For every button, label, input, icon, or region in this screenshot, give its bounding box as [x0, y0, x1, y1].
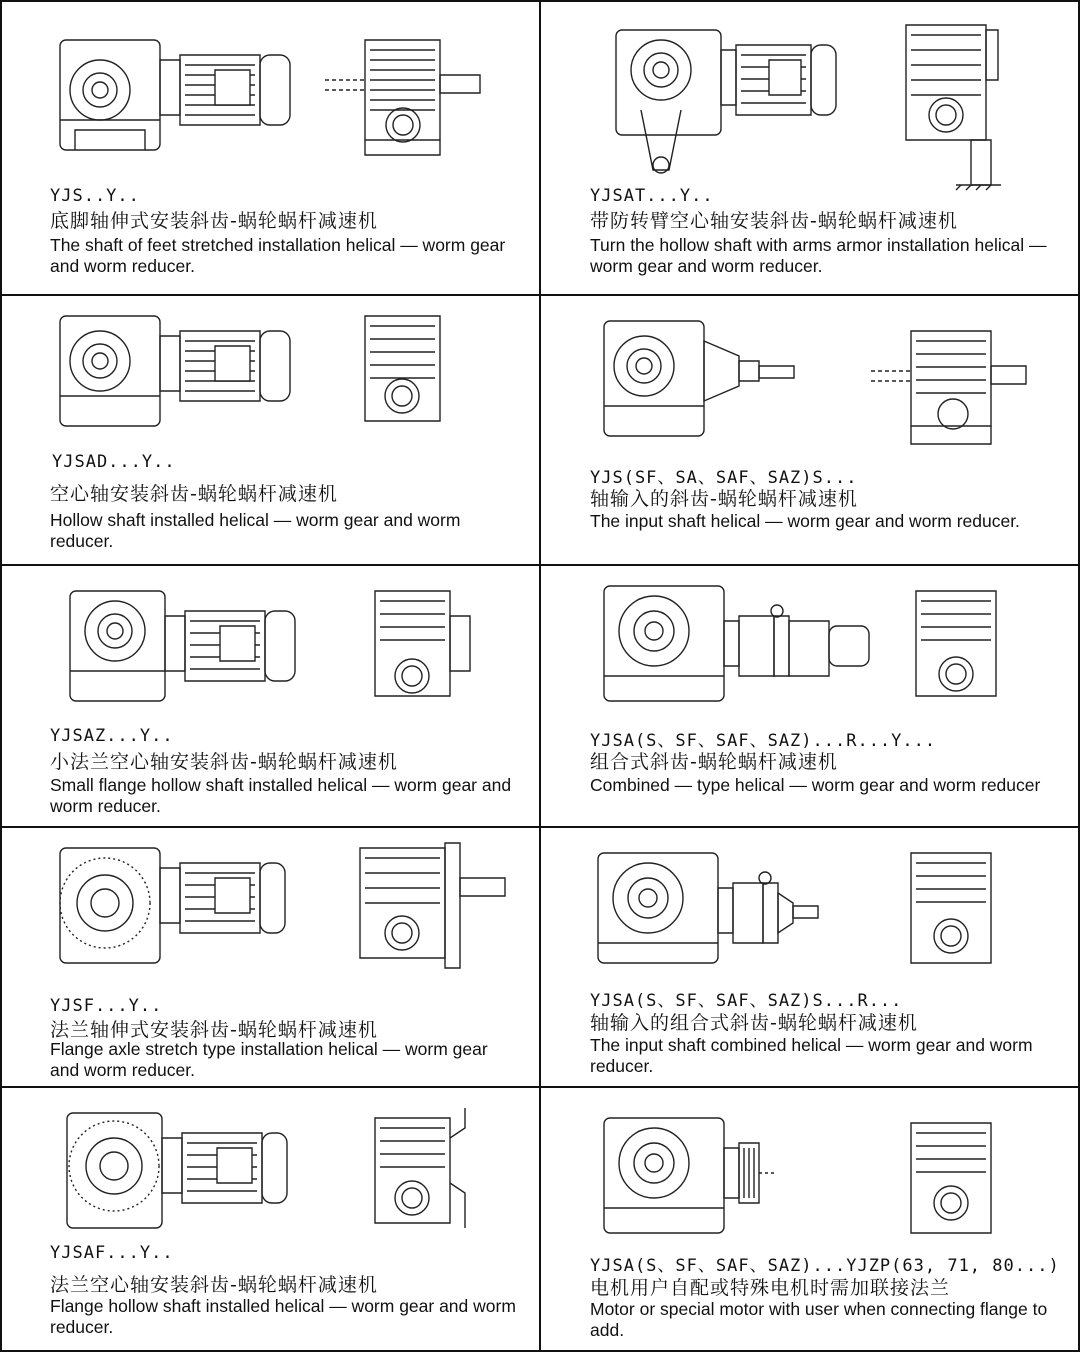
model-code: YJSF...Y.. — [50, 996, 163, 1016]
chinese-title: 带防转臂空心轴安装斜齿-蜗轮蜗杆减速机 — [590, 210, 958, 232]
chinese-title: 底脚轴伸式安装斜齿-蜗轮蜗杆减速机 — [50, 210, 378, 232]
reducer-drawing-side-view — [65, 586, 305, 711]
cell-yjsaz-y — [0, 566, 540, 826]
cell-yjsa-s-r — [541, 828, 1080, 1086]
chinese-title: 法兰空心轴安装斜齿-蜗轮蜗杆减速机 — [50, 1274, 378, 1296]
english-description: Small flange hollow shaft installed helical — worm gear and worm reducer. — [50, 775, 512, 816]
model-code: YJS(SF、SA、SAF、SAZ)S... — [590, 468, 858, 488]
chinese-title: 轴输入的斜齿-蜗轮蜗杆减速机 — [590, 488, 858, 510]
reducer-drawing-side-view — [599, 581, 879, 711]
reducer-drawing-front-view — [320, 35, 490, 160]
reducer-drawing-front-view — [355, 311, 465, 436]
reducer-drawing-front-view — [901, 1118, 1011, 1243]
english-description: Flange axle stretch type installation helical — worm gear and worm reducer. — [50, 1039, 488, 1080]
reducer-drawing-side-view — [599, 1113, 819, 1243]
cell-yjs-s — [541, 296, 1080, 564]
model-code: YJSAZ...Y.. — [50, 726, 174, 746]
reducer-drawing-side-view — [611, 25, 841, 185]
cell-yjsa-r-y — [541, 566, 1080, 826]
cell-yjsf-y — [0, 828, 540, 1086]
english-description: Hollow shaft installed helical — worm gear and worm reducer. — [50, 510, 461, 551]
chinese-title: 小法兰空心轴安装斜齿-蜗轮蜗杆减速机 — [50, 751, 398, 773]
reducer-drawing-side-view — [62, 1108, 302, 1238]
english-description: Motor or special motor with user when connecting flange to add. — [590, 1299, 1048, 1340]
cell-yjsat-y — [541, 0, 1080, 295]
model-code: YJSAT...Y.. — [590, 186, 714, 206]
english-description: Flange hollow shaft installed helical — worm gear and worm reducer. — [50, 1296, 516, 1337]
english-description: Combined — type helical — worm gear and worm reducer — [590, 775, 1041, 795]
reducer-drawing-side-view — [593, 848, 833, 973]
cell-yjs-y — [0, 0, 540, 295]
reducer-drawing-front-view — [355, 833, 515, 978]
cell-yjsad-y — [0, 296, 540, 564]
model-code: YJS..Y.. — [50, 186, 140, 206]
english-description: The shaft of feet stretched installation helical — worm gear and worm reducer. — [50, 235, 506, 276]
reducer-drawing-front-view — [886, 20, 1036, 195]
chinese-title: 空心轴安装斜齿-蜗轮蜗杆减速机 — [50, 483, 338, 505]
english-description: The input shaft combined helical — worm gear and worm reducer. — [590, 1035, 1033, 1076]
chinese-title: 组合式斜齿-蜗轮蜗杆减速机 — [590, 751, 838, 773]
reducer-drawing-front-view — [906, 586, 1016, 711]
cell-yjsa-yjzp — [541, 1088, 1080, 1350]
chinese-title: 轴输入的组合式斜齿-蜗轮蜗杆减速机 — [590, 1012, 918, 1034]
chinese-title: 法兰轴伸式安装斜齿-蜗轮蜗杆减速机 — [50, 1019, 378, 1041]
cell-yjsaf-y — [0, 1088, 540, 1350]
reducer-drawing-side-view — [55, 35, 295, 160]
reducer-drawing-front-view — [365, 1103, 485, 1238]
reducer-drawing-side-view — [55, 843, 295, 973]
model-code: YJSAF...Y.. — [50, 1243, 174, 1263]
english-description: Turn the hollow shaft with arms armor installation helical — worm gear and worm reducer. — [590, 235, 1047, 276]
reducer-drawing-front-view — [365, 586, 485, 711]
reducer-drawing-side-view — [55, 311, 295, 436]
reducer-drawing-front-view — [866, 326, 1036, 451]
model-code: YJSA(S、SF、SAF、SAZ)...R...Y... — [590, 731, 937, 751]
model-code: YJSA(S、SF、SAF、SAZ)...YJZP(63, 71, 80...) — [590, 1256, 1060, 1276]
english-description: The input shaft helical — worm gear and worm reducer. — [590, 511, 1020, 531]
model-code: YJSA(S、SF、SAF、SAZ)S...R... — [590, 991, 903, 1011]
model-code: YJSAD...Y.. — [52, 452, 176, 472]
reducer-drawing-front-view — [901, 848, 1011, 973]
chinese-title: 电机用户自配或特殊电机时需加联接法兰 — [590, 1277, 951, 1299]
reducer-drawing-side-view — [599, 316, 799, 446]
